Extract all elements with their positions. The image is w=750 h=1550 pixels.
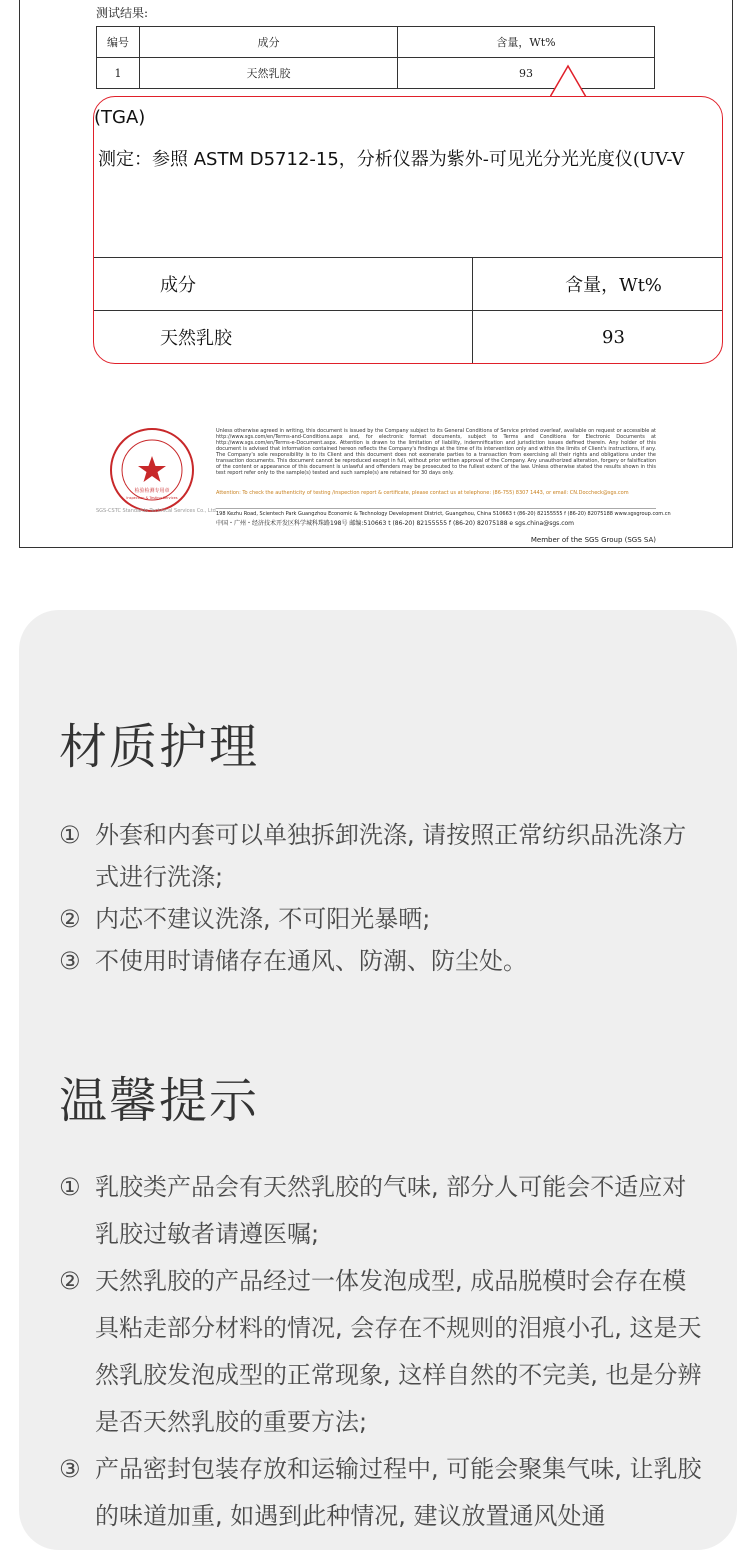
item-text: 内芯不建议洗涤, 不可阳光暴晒; [95, 905, 431, 933]
test-report [19, 0, 733, 548]
header-cell: 成分 [140, 27, 398, 58]
list-item [59, 898, 709, 940]
table-cell: 1 [97, 58, 140, 89]
method-text [98, 145, 684, 171]
address-en: 198 Kezhu Road, Scientech Park Guangzhou Economic & Technology Development District, Guangzhou, China 510663 t (86-20) 82155555 f (86-20) 82075188 www.sgsgroup.com.cn [216, 508, 656, 517]
header-cell: 编号 [97, 27, 140, 58]
item-number: ① [59, 821, 81, 849]
item-number: ① [59, 1173, 81, 1201]
list-item [59, 940, 709, 982]
method-standard: ASTM D5712-15 [193, 149, 339, 170]
item-number: ② [59, 905, 81, 933]
header-cell: 成分 [94, 258, 473, 311]
item-text: 不使用时请储存在通风、防潮、防尘处。 [95, 947, 527, 975]
zoom-callout [93, 96, 723, 364]
disclaimer-text: Unless otherwise agreed in writing, this document is issued by the Company subject to its General Conditions of Service printed overleaf, available on request or accessible at http://www.sgs.com/en/Terms-and-Conditions.aspx and, for electronic format documents, subject to Terms and Conditions for Electronic Documents at http://www.sgs.com/en/Terms-e-Document.aspx. Attention is drawn to the limitation of liability, indemnification and jurisdiction issues defined therein. Any holder of this document is advised that information contained hereon reflects the Company's findings at the time of its intervention only and within the limits of Client's instructions, if any. The Company's sole responsibility is to its Client and this document does not exonerate parties to a transaction from exercising all their rights and obligations under the transaction documents. This document cannot be reproduced except in full, without prior written approval of the Company. Any unauthorized alteration, forgery or falsification of the content or appearance of this document is unlawful and offenders may be prosecuted to the fullest extent of the law. Unless otherwise stated the results shown in this test report refer only to the sample(s) tested and such sample(s) are retained for 30 days only. [216, 428, 656, 476]
sgs-company-name: SGS-CSTC Standards Technical Services Co., Ltd. [96, 508, 218, 514]
item-number: ② [59, 1267, 81, 1295]
table-cell: 天然乳胶 [140, 58, 398, 89]
item-number: ③ [59, 947, 81, 975]
item-number: ③ [59, 1455, 81, 1483]
results-label: 测试结果: [96, 6, 149, 20]
header-cell: 含量，Wt% [473, 258, 724, 311]
list-item [59, 814, 709, 898]
method-prefix: 测定：参照 [98, 149, 194, 170]
care-card [19, 610, 737, 1550]
sgs-stamp-icon [108, 426, 196, 514]
item-text: 外套和内套可以单独拆卸洗涤, 请按照正常纺织品洗涤方式进行洗涤; [95, 821, 687, 891]
item-text: 天然乳胶的产品经过一体发泡成型, 成品脱模时会存在模具粘走部分材料的情况, 会存在不规则的泪痕小孔, 这是天然乳胶发泡成型的正常现象, 这样自然的不完美, 也是分辨是否天然乳胶的重要方法; [95, 1267, 702, 1436]
table-cell: 天然乳胶 [94, 311, 473, 364]
table-cell: 93 [473, 311, 724, 364]
table-row [94, 311, 723, 364]
stamp-text: 检验检测专用章 [134, 488, 170, 494]
table-header-row [97, 27, 655, 58]
tga-label: (TGA) [94, 107, 146, 128]
attention-text: Attention: To check the authenticity of testing /inspection report & certificate, please contact us at telephone: (86-755) 8307 1443, or email: CN.Doccheck@sgs.com [216, 490, 629, 496]
callout-tail [550, 64, 600, 98]
table-header-row [94, 258, 723, 311]
results-table-zoomed [94, 257, 723, 364]
care-title: 材质护理 [59, 719, 260, 775]
care-list [59, 814, 709, 982]
method-suffix: ，分析仪器为紫外-可见光分光光度仪(UV-V [338, 149, 685, 170]
report-footer [96, 418, 671, 544]
header-cell: 含量，Wt% [398, 27, 655, 58]
list-item [59, 1258, 709, 1446]
list-item [59, 1164, 709, 1258]
list-item [59, 1446, 709, 1540]
stamp-text-en: Inspection & Testing Services [126, 496, 178, 500]
table-cell: 93 [398, 58, 655, 89]
item-text: 乳胶类产品会有天然乳胶的气味, 部分人可能会不适应对乳胶过敏者请遵医嘱; [95, 1173, 687, 1248]
address-cn: 中国・广州・经济技术开发区科学城科珠路198号 邮编:510663 t (86-20) 82155555 f (86-20) 82075188 e sgs.china@sgs.com [216, 520, 575, 527]
item-text: 产品密封包装存放和运输过程中, 可能会聚集气味, 让乳胶的味道加重, 如遇到此种情况, 建议放置通风处通 [95, 1455, 702, 1530]
member-text: Member of the SGS Group (SGS SA) [530, 536, 656, 544]
tips-list [59, 1164, 709, 1540]
tips-title: 温馨提示 [59, 1073, 260, 1129]
